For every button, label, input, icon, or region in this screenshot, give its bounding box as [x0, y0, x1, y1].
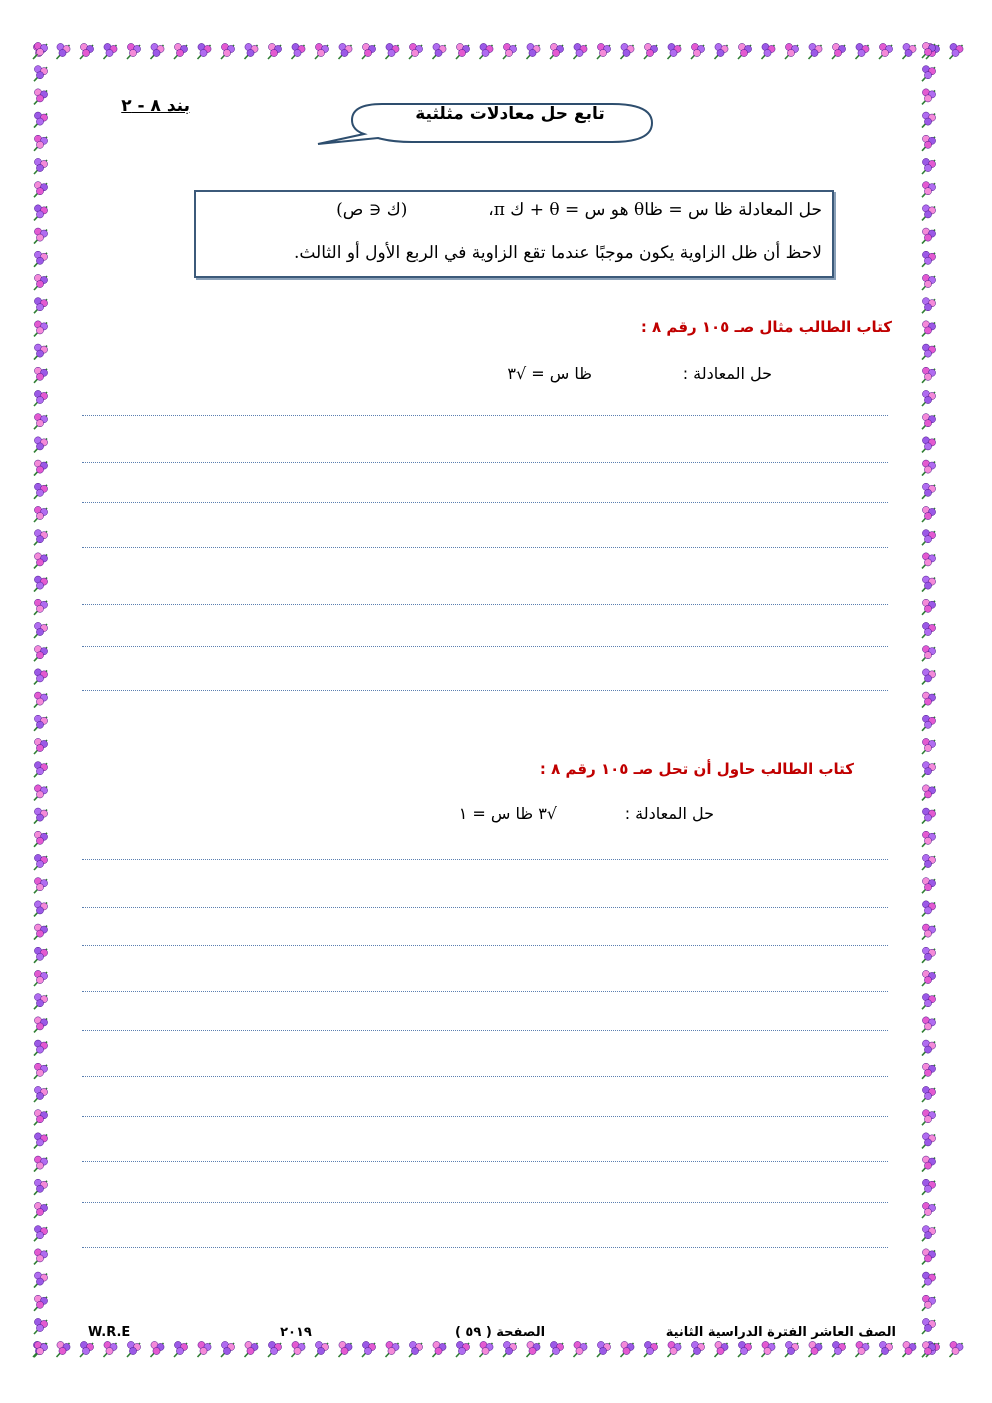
flower-border-icon	[34, 1086, 48, 1102]
flower-border-icon	[922, 1342, 936, 1358]
section-number: بند ٨ - ٢	[121, 96, 190, 116]
flower-border-icon	[34, 669, 48, 685]
flower-border-icon	[922, 1133, 936, 1149]
flower-border-icon	[34, 437, 48, 453]
flower-border-icon	[34, 1202, 48, 1218]
example-equation: ظا س = √٣	[507, 364, 592, 383]
flower-border-icon	[922, 344, 936, 360]
flower-border-icon	[80, 1341, 94, 1357]
flower-border-right	[916, 38, 942, 1362]
flower-border-icon	[922, 135, 936, 151]
flower-border-icon	[198, 1341, 212, 1357]
flower-border-icon	[922, 483, 936, 499]
flower-border-left	[28, 38, 54, 1362]
flower-border-icon	[151, 1341, 165, 1357]
footer-year: ٢٠١٩	[280, 1325, 312, 1340]
flower-border-icon	[922, 646, 936, 662]
answer-line[interactable]	[82, 1116, 888, 1117]
flower-border-icon	[503, 43, 517, 59]
flower-border-icon	[34, 1156, 48, 1172]
flower-border-icon	[34, 1295, 48, 1311]
flower-border-icon	[809, 1341, 823, 1357]
flower-border-icon	[922, 1063, 936, 1079]
flower-border-icon	[574, 43, 588, 59]
try-it-equation-label: حل المعادلة :	[624, 804, 714, 823]
flower-border-icon	[34, 228, 48, 244]
flower-border-icon	[879, 1341, 893, 1357]
flower-border-icon	[433, 1341, 447, 1357]
answer-line[interactable]	[82, 859, 888, 860]
flower-border-icon	[34, 1017, 48, 1033]
flower-border-icon	[34, 530, 48, 546]
flower-border-icon	[151, 43, 165, 59]
flower-border-icon	[34, 878, 48, 894]
flower-border-icon	[922, 414, 936, 430]
flower-border-icon	[34, 1179, 48, 1195]
try-it-equation: √٣ ظا س = ١	[458, 804, 557, 823]
flower-border-icon	[621, 43, 635, 59]
flower-border-icon	[550, 43, 564, 59]
answer-line[interactable]	[82, 945, 888, 946]
flower-border-icon	[34, 994, 48, 1010]
flower-border-icon	[922, 854, 936, 870]
flower-border-icon	[315, 43, 329, 59]
flower-border-icon	[922, 66, 936, 82]
answer-line[interactable]	[82, 1247, 888, 1248]
footer-page-number: الصفحة ( ٥٩ )	[454, 1325, 546, 1340]
flower-border-icon	[922, 576, 936, 592]
answer-line[interactable]	[82, 462, 888, 463]
flower-border-icon	[922, 205, 936, 221]
flower-border-icon	[34, 715, 48, 731]
flower-border-icon	[922, 298, 936, 314]
flower-border-icon	[339, 43, 353, 59]
flower-border-icon	[34, 924, 48, 940]
answer-line[interactable]	[82, 690, 888, 691]
flower-border-icon	[34, 460, 48, 476]
flower-border-icon	[762, 43, 776, 59]
answer-line[interactable]	[82, 502, 888, 503]
flower-border-icon	[34, 158, 48, 174]
flower-border-icon	[339, 1341, 353, 1357]
flower-border-icon	[34, 1110, 48, 1126]
flower-border-icon	[922, 1249, 936, 1265]
flower-border-icon	[922, 251, 936, 267]
flower-border-icon	[34, 66, 48, 82]
flower-border-icon	[922, 112, 936, 128]
flower-border-icon	[922, 321, 936, 337]
flower-border-icon	[34, 947, 48, 963]
answer-line[interactable]	[82, 604, 888, 605]
flower-border-icon	[903, 1341, 917, 1357]
flower-border-icon	[950, 43, 964, 59]
flower-border-icon	[362, 43, 376, 59]
flower-border-icon	[809, 43, 823, 59]
flower-border-icon	[922, 182, 936, 198]
flower-border-icon	[34, 182, 48, 198]
flower-border-icon	[691, 43, 705, 59]
flower-border-icon	[922, 1086, 936, 1102]
answer-line[interactable]	[82, 1030, 888, 1031]
flower-border-icon	[34, 646, 48, 662]
answer-line[interactable]	[82, 1202, 888, 1203]
flower-border-icon	[292, 43, 306, 59]
flower-border-icon	[922, 228, 936, 244]
rule-equation: حل المعادلة ظا س = ظاθ هو س = θ + ك π،	[488, 200, 822, 220]
flower-border-icon	[922, 692, 936, 708]
flower-border-icon	[922, 274, 936, 290]
flower-border-icon	[409, 43, 423, 59]
flower-border-icon	[832, 43, 846, 59]
flower-border-icon	[922, 970, 936, 986]
flower-border-icon	[922, 506, 936, 522]
flower-border-icon	[34, 344, 48, 360]
flower-border-icon	[34, 274, 48, 290]
flower-border-icon	[527, 43, 541, 59]
flower-border-icon	[856, 43, 870, 59]
flower-border-icon	[922, 158, 936, 174]
flower-border-icon	[922, 1202, 936, 1218]
flower-border-icon	[922, 1272, 936, 1288]
flower-border-icon	[785, 1341, 799, 1357]
flower-border-icon	[34, 599, 48, 615]
flower-border-icon	[34, 205, 48, 221]
flower-border-icon	[245, 1341, 259, 1357]
flower-border-icon	[574, 1341, 588, 1357]
rule-condition: (ك ∈ ص)	[336, 200, 408, 220]
flower-border-icon	[922, 924, 936, 940]
flower-border-icon	[762, 1341, 776, 1357]
flower-border-icon	[34, 576, 48, 592]
flower-border-icon	[922, 367, 936, 383]
flower-border-icon	[57, 1341, 71, 1357]
flower-border-icon	[922, 42, 936, 58]
flower-border-icon	[34, 831, 48, 847]
flower-border-icon	[597, 1341, 611, 1357]
flower-border-icon	[34, 622, 48, 638]
flower-border-icon	[922, 901, 936, 917]
flower-border-icon	[34, 854, 48, 870]
flower-border-icon	[34, 1318, 48, 1334]
flower-border-icon	[922, 1017, 936, 1033]
flower-border-icon	[221, 43, 235, 59]
flower-border-icon	[409, 1341, 423, 1357]
flower-border-icon	[34, 1272, 48, 1288]
flower-border-icon	[34, 321, 48, 337]
flower-border-icon	[922, 738, 936, 754]
answer-line[interactable]	[82, 991, 888, 992]
flower-border-icon	[386, 1341, 400, 1357]
flower-border-icon	[34, 506, 48, 522]
try-it-heading: كتاب الطالب حاول أن تحل صـ ١٠٥ رقم ٨ :	[539, 760, 854, 778]
flower-border-icon	[34, 367, 48, 383]
flower-border-icon	[34, 692, 48, 708]
flower-border-icon	[34, 251, 48, 267]
flower-border-icon	[80, 43, 94, 59]
footer-class-term: الصف العاشر الفترة الدراسية الثانية	[665, 1325, 896, 1340]
flower-border-icon	[597, 43, 611, 59]
flower-border-icon	[922, 808, 936, 824]
flower-border-icon	[922, 1179, 936, 1195]
flower-border-icon	[922, 715, 936, 731]
example-heading: كتاب الطالب مثال صـ ١٠٥ رقم ٨ :	[640, 318, 892, 336]
flower-border-icon	[127, 43, 141, 59]
flower-border-icon	[738, 43, 752, 59]
flower-border-icon	[480, 43, 494, 59]
flower-border-icon	[922, 994, 936, 1010]
flower-border-icon	[922, 437, 936, 453]
flower-border-icon	[550, 1341, 564, 1357]
flower-border-icon	[922, 762, 936, 778]
flower-border-icon	[34, 112, 48, 128]
flower-border-icon	[832, 1341, 846, 1357]
flower-border-icon	[879, 43, 893, 59]
flower-border-icon	[221, 1341, 235, 1357]
flower-border-icon	[950, 1341, 964, 1357]
flower-border-icon	[922, 831, 936, 847]
flower-border-icon	[644, 1341, 658, 1357]
flower-border-icon	[245, 43, 259, 59]
flower-border-icon	[922, 460, 936, 476]
flower-border-icon	[34, 1249, 48, 1265]
flower-border-icon	[34, 483, 48, 499]
flower-border-icon	[503, 1341, 517, 1357]
answer-line[interactable]	[82, 1076, 888, 1077]
flower-border-icon	[34, 89, 48, 105]
flower-border-icon	[668, 43, 682, 59]
flower-border-top	[28, 38, 964, 64]
flower-border-icon	[34, 1063, 48, 1079]
flower-border-icon	[315, 1341, 329, 1357]
flower-border-icon	[34, 553, 48, 569]
flower-border-icon	[104, 1341, 118, 1357]
flower-border-icon	[268, 1341, 282, 1357]
flower-border-icon	[668, 1341, 682, 1357]
flower-border-icon	[715, 1341, 729, 1357]
flower-border-icon	[34, 135, 48, 151]
answer-line[interactable]	[82, 646, 888, 647]
flower-border-icon	[922, 1040, 936, 1056]
flower-border-icon	[922, 622, 936, 638]
rule-statement	[222, 200, 822, 220]
flower-border-icon	[57, 43, 71, 59]
flower-border-icon	[527, 1341, 541, 1357]
flower-border-icon	[922, 785, 936, 801]
flower-border-icon	[34, 762, 48, 778]
flower-border-icon	[34, 1226, 48, 1242]
flower-border-icon	[268, 43, 282, 59]
flower-border-icon	[127, 1341, 141, 1357]
flower-border-icon	[922, 878, 936, 894]
flower-border-icon	[34, 390, 48, 406]
flower-border-icon	[34, 738, 48, 754]
flower-border-icon	[456, 1341, 470, 1357]
flower-border-icon	[34, 1342, 48, 1358]
flower-border-icon	[34, 298, 48, 314]
flower-border-icon	[644, 43, 658, 59]
flower-border-icon	[922, 947, 936, 963]
flower-border-icon	[922, 89, 936, 105]
flower-border-icon	[715, 43, 729, 59]
flower-border-icon	[856, 1341, 870, 1357]
flower-border-icon	[922, 553, 936, 569]
flower-border-icon	[922, 1156, 936, 1172]
flower-border-icon	[785, 43, 799, 59]
flower-border-icon	[738, 1341, 752, 1357]
flower-border-icon	[34, 42, 48, 58]
flower-border-icon	[362, 1341, 376, 1357]
flower-border-icon	[922, 1110, 936, 1126]
page-title: تابع حل معادلات مثلثية	[415, 104, 605, 124]
flower-border-icon	[691, 1341, 705, 1357]
flower-border-icon	[922, 530, 936, 546]
flower-border-icon	[922, 599, 936, 615]
flower-border-icon	[292, 1341, 306, 1357]
flower-border-icon	[922, 390, 936, 406]
flower-border-icon	[480, 1341, 494, 1357]
flower-border-icon	[34, 901, 48, 917]
flower-border-icon	[456, 43, 470, 59]
flower-border-icon	[34, 1133, 48, 1149]
answer-line[interactable]	[82, 1161, 888, 1162]
flower-border-icon	[922, 1226, 936, 1242]
flower-border-icon	[34, 970, 48, 986]
example-equation-label: حل المعادلة :	[682, 364, 772, 383]
flower-border-icon	[34, 414, 48, 430]
flower-border-icon	[34, 808, 48, 824]
flower-border-icon	[903, 43, 917, 59]
footer-author: W.R.E	[88, 1325, 131, 1340]
flower-border-icon	[922, 1295, 936, 1311]
answer-line[interactable]	[82, 415, 888, 416]
rule-note: لاحظ أن ظل الزاوية يكون موجبًا عندما تقع الزاوية في الربع الأول أو الثالث.	[293, 243, 822, 263]
flower-border-icon	[386, 43, 400, 59]
flower-border-icon	[104, 43, 118, 59]
flower-border-icon	[174, 1341, 188, 1357]
flower-border-icon	[922, 1318, 936, 1334]
flower-border-icon	[621, 1341, 635, 1357]
flower-border-icon	[198, 43, 212, 59]
flower-border-icon	[922, 669, 936, 685]
flower-border-icon	[34, 1040, 48, 1056]
answer-line[interactable]	[82, 547, 888, 548]
flower-border-icon	[433, 43, 447, 59]
answer-line[interactable]	[82, 907, 888, 908]
flower-border-icon	[34, 785, 48, 801]
flower-border-icon	[174, 43, 188, 59]
